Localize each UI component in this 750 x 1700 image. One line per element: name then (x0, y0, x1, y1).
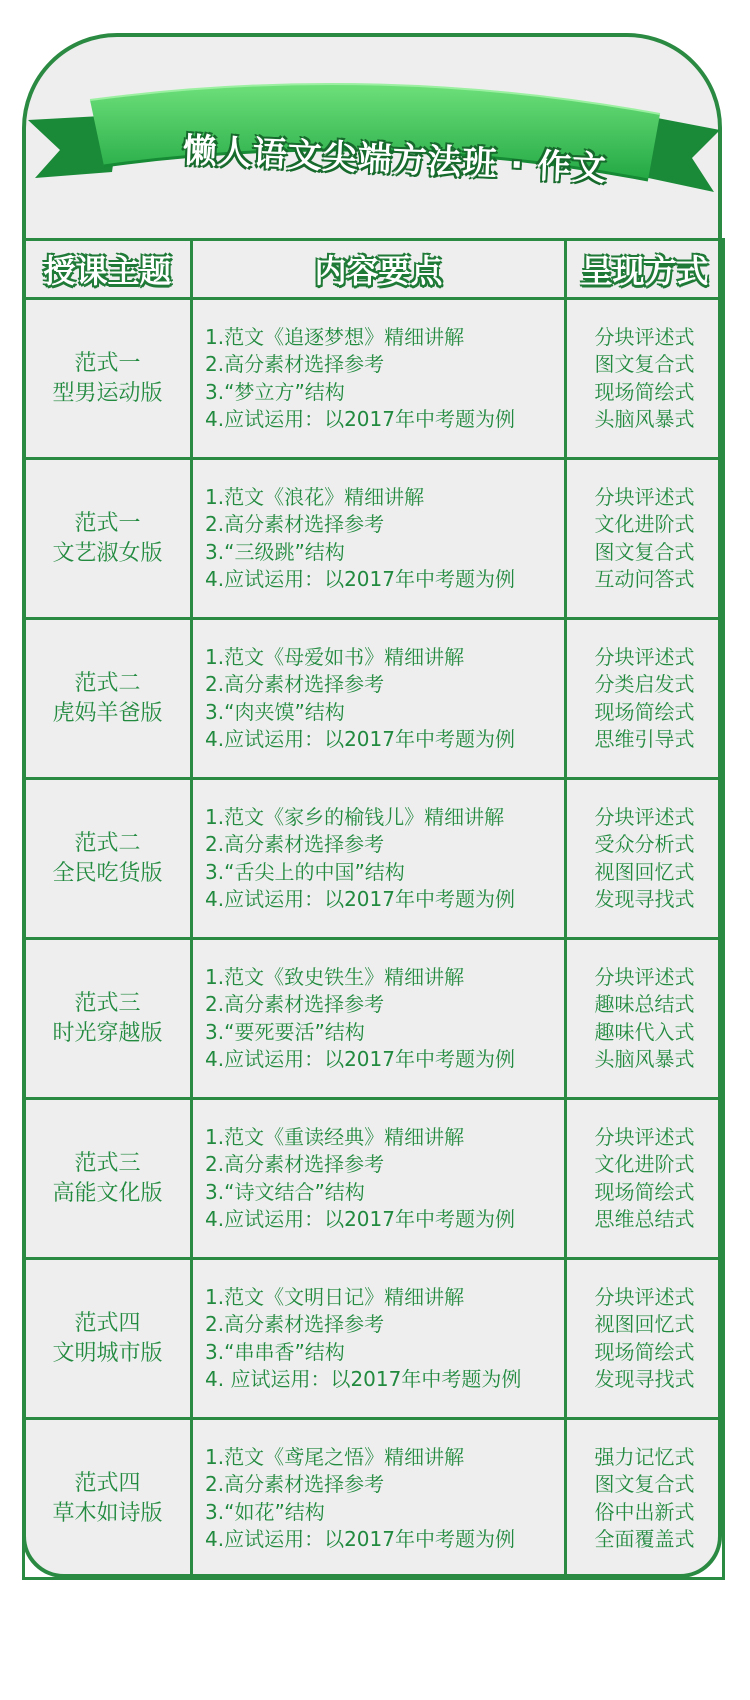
topic-cell (24, 1259, 192, 1419)
topic-style: 范式一 (74, 350, 141, 376)
content-point: 1.范文《文明日记》精细讲解 (205, 1284, 465, 1309)
form-item: 互动问答式 (594, 567, 695, 591)
topic-cell (24, 779, 192, 939)
content-point: 2.高分素材选择参考 (205, 1152, 385, 1176)
content-point: 2.高分素材选择参考 (205, 352, 385, 376)
content-point: 4.应试运用：以2017年中考题为例 (205, 1207, 515, 1231)
table-row (24, 1259, 724, 1419)
curriculum-table (22, 238, 725, 1580)
form-item: 分块评述式 (594, 1124, 695, 1149)
content-point: 1.范文《家乡的榆钱儿》精细讲解 (205, 804, 505, 829)
topic-version: 型男运动版 (52, 380, 163, 406)
topic-style: 范式三 (74, 990, 141, 1016)
form-cell (566, 459, 724, 619)
form-item: 视图回忆式 (594, 1312, 695, 1336)
form-cell (566, 1099, 724, 1259)
topic-style: 范式四 (74, 1470, 141, 1496)
content-point: 2.高分素材选择参考 (205, 992, 385, 1016)
form-item: 思维引导式 (594, 727, 695, 751)
content-point: 4.应试运用：以2017年中考题为例 (205, 887, 515, 911)
form-item: 图文复合式 (594, 352, 695, 376)
form-item: 分块评述式 (594, 804, 695, 829)
content-point: 1.范文《母爱如书》精细讲解 (205, 644, 465, 669)
content-point: 3.“要死要活”结构 (205, 1019, 365, 1044)
topic-cell (24, 939, 192, 1099)
topic-cell (24, 1099, 192, 1259)
form-item: 现场简绘式 (594, 1339, 695, 1364)
form-item: 头脑风暴式 (594, 1047, 695, 1071)
form-item: 分块评述式 (594, 484, 695, 509)
content-point: 4.应试运用：以2017年中考题为例 (205, 727, 515, 751)
form-item: 现场简绘式 (594, 379, 695, 404)
content-point: 1.范文《重读经典》精细讲解 (205, 1124, 465, 1149)
content-cell (192, 299, 566, 459)
content-point: 4.应试运用：以2017年中考题为例 (205, 1047, 515, 1071)
form-cell (566, 299, 724, 459)
topic-cell (24, 299, 192, 459)
form-item: 视图回忆式 (594, 859, 695, 884)
form-cell (566, 779, 724, 939)
content-cell (192, 1099, 566, 1259)
form-item: 现场简绘式 (594, 1179, 695, 1204)
topic-version: 虎妈羊爸版 (52, 700, 163, 726)
form-cell (566, 1259, 724, 1419)
ribbon-banner-icon (20, 70, 730, 200)
form-item: 现场简绘式 (594, 699, 695, 724)
form-item: 趣味总结式 (594, 992, 695, 1016)
content-point: 4.应试运用：以2017年中考题为例 (205, 407, 515, 431)
table-row (24, 1419, 724, 1579)
form-item: 文化进阶式 (594, 1152, 695, 1176)
content-point: 2.高分素材选择参考 (205, 512, 385, 536)
form-item: 头脑风暴式 (594, 407, 695, 431)
content-cell (192, 1419, 566, 1579)
header-topic: 授课主题 (24, 240, 192, 299)
content-point: 3.“梦立方”结构 (205, 379, 345, 404)
topic-cell (24, 619, 192, 779)
topic-version: 草木如诗版 (52, 1500, 163, 1526)
header-content: 内容要点 (192, 240, 566, 299)
content-cell (192, 779, 566, 939)
content-point: 4.应试运用：以2017年中考题为例 (205, 567, 515, 591)
content-point: 2.高分素材选择参考 (205, 832, 385, 856)
topic-version: 文明城市版 (52, 1340, 163, 1366)
table-row (24, 459, 724, 619)
form-item: 受众分析式 (594, 832, 695, 856)
form-item: 思维总结式 (594, 1207, 695, 1231)
content-point: 1.范文《致史铁生》精细讲解 (205, 964, 465, 989)
table-row (24, 619, 724, 779)
form-item: 文化进阶式 (594, 512, 695, 536)
form-item: 图文复合式 (594, 1472, 695, 1496)
table-row (24, 939, 724, 1099)
form-item: 分块评述式 (594, 324, 695, 349)
form-item: 强力记忆式 (594, 1444, 695, 1469)
content-point: 2.高分素材选择参考 (205, 672, 385, 696)
topic-cell (24, 459, 192, 619)
form-item: 发现寻找式 (594, 887, 695, 911)
topic-style: 范式二 (74, 670, 141, 696)
content-point: 2.高分素材选择参考 (205, 1312, 385, 1336)
banner-title: 懒人语文尖端方法班 · 作文 (181, 130, 608, 190)
content-point: 4. 应试运用：以2017年中考题为例 (205, 1367, 522, 1391)
form-cell (566, 939, 724, 1099)
content-point: 1.范文《浪花》精细讲解 (205, 484, 425, 509)
table-row (24, 299, 724, 459)
form-cell (566, 1419, 724, 1579)
form-item: 趣味代入式 (594, 1019, 695, 1044)
form-item: 分块评述式 (594, 644, 695, 669)
topic-style: 范式四 (74, 1310, 141, 1336)
content-point: 1.范文《鸢尾之悟》精细讲解 (205, 1444, 465, 1469)
topic-version: 文艺淑女版 (52, 540, 163, 566)
content-point: 4.应试运用：以2017年中考题为例 (205, 1527, 515, 1551)
content-point: 3.“诗文结合”结构 (205, 1179, 365, 1204)
form-item: 分类启发式 (594, 672, 695, 696)
content-point: 3.“三级跳”结构 (205, 539, 345, 564)
topic-version: 时光穿越版 (52, 1020, 163, 1046)
content-point: 3.“如花”结构 (205, 1499, 325, 1524)
form-item: 俗中出新式 (594, 1499, 695, 1524)
form-item: 分块评述式 (594, 1284, 695, 1309)
topic-style: 范式一 (74, 510, 141, 536)
table-header-row (24, 240, 724, 299)
form-item: 图文复合式 (594, 539, 695, 564)
content-point: 3.“肉夹馍”结构 (205, 699, 345, 724)
table-row (24, 1099, 724, 1259)
form-item: 发现寻找式 (594, 1367, 695, 1391)
content-cell (192, 939, 566, 1099)
content-point: 3.“舌尖上的中国”结构 (205, 859, 405, 884)
table-row (24, 779, 724, 939)
content-point: 3.“串串香”结构 (205, 1339, 345, 1364)
content-point: 1.范文《追逐梦想》精细讲解 (205, 324, 465, 349)
content-cell (192, 619, 566, 779)
content-cell (192, 459, 566, 619)
form-item: 全面覆盖式 (594, 1527, 695, 1551)
topic-version: 全民吃货版 (52, 860, 163, 886)
form-item: 分块评述式 (594, 964, 695, 989)
form-cell (566, 619, 724, 779)
topic-style: 范式三 (74, 1150, 141, 1176)
content-cell (192, 1259, 566, 1419)
content-point: 2.高分素材选择参考 (205, 1472, 385, 1496)
topic-cell (24, 1419, 192, 1579)
header-form: 呈现方式 (566, 240, 724, 299)
topic-style: 范式二 (74, 830, 141, 856)
topic-version: 高能文化版 (52, 1180, 163, 1206)
